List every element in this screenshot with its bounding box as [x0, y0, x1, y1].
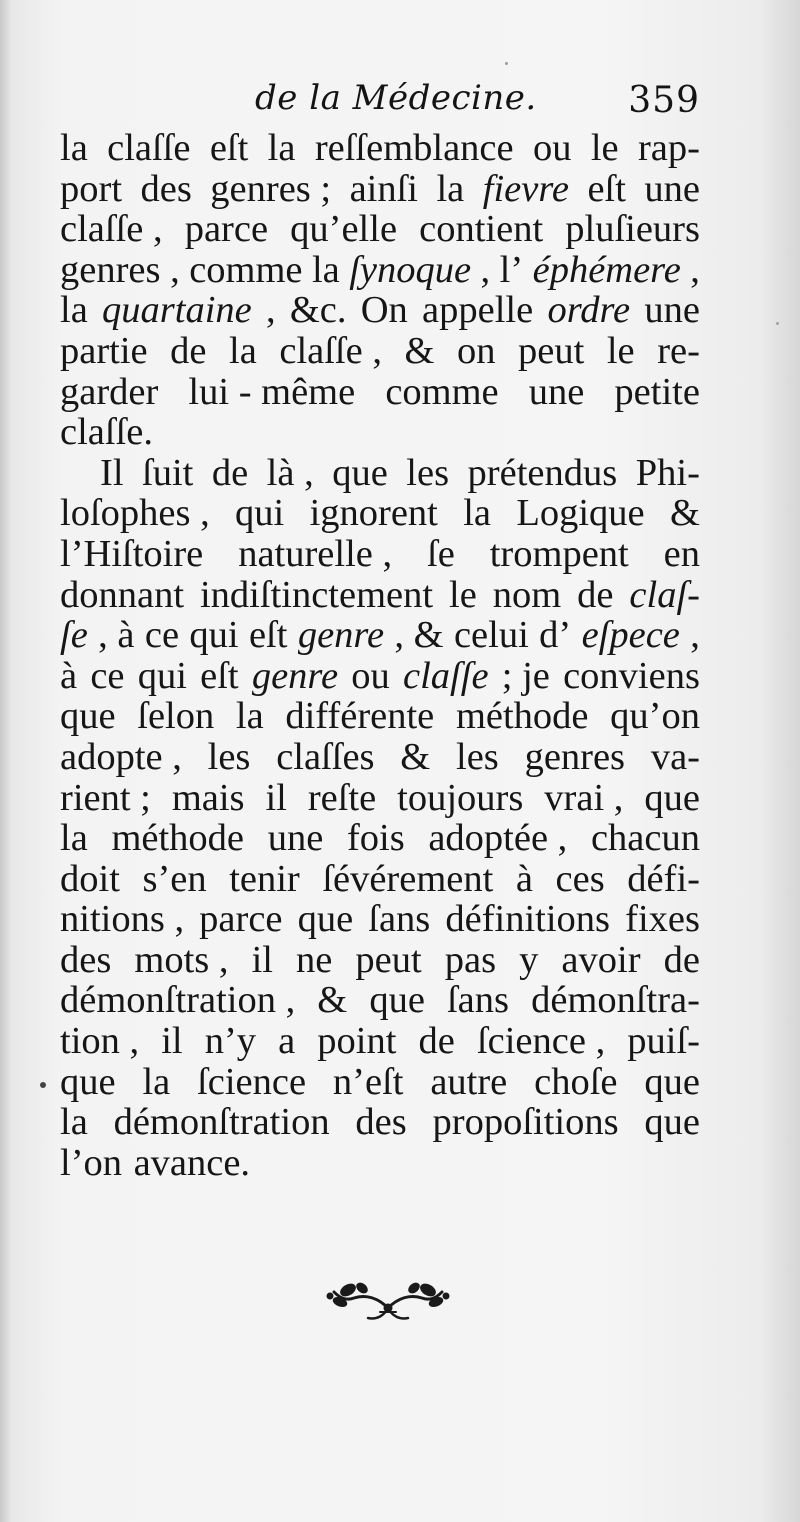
word: qui: [189, 614, 239, 657]
word: de: [211, 451, 249, 494]
word: la: [463, 492, 492, 535]
word: la: [60, 1101, 88, 1144]
word: démonſtration: [113, 1101, 330, 1144]
word: nitions ,: [60, 898, 185, 941]
word: eſt: [587, 167, 626, 210]
word: que: [369, 979, 425, 1022]
word: eſt: [200, 654, 239, 697]
word: les: [406, 451, 450, 494]
word: ſévérement: [322, 857, 494, 900]
word: il: [161, 1020, 183, 1063]
word: n’eſt: [332, 1060, 404, 1103]
word: qu’on: [610, 695, 700, 738]
word: ordre: [547, 289, 631, 332]
word: chacun: [590, 817, 700, 860]
word: en: [663, 532, 700, 575]
word: lui - même: [188, 370, 356, 413]
word: ,: [480, 248, 491, 291]
word: doit: [60, 857, 120, 900]
text-line: [60, 940, 700, 981]
word: le: [590, 127, 619, 169]
word: démonſtration ,: [60, 979, 296, 1022]
text-line: [60, 1021, 700, 1062]
word: la: [142, 1060, 171, 1103]
word: la: [267, 127, 296, 169]
text-line: [60, 818, 700, 859]
word: fievre: [482, 167, 569, 210]
text-line: [60, 899, 700, 940]
word: l’Hiſtoire: [60, 532, 204, 575]
word: une: [644, 289, 700, 332]
word: parce: [199, 898, 283, 941]
word: ,: [690, 614, 700, 657]
word: a: [278, 1020, 296, 1063]
word: donnant: [60, 573, 185, 616]
word: ſe: [427, 532, 455, 575]
word: pas: [444, 938, 497, 981]
word: va-: [650, 735, 700, 778]
word: l’on: [60, 1141, 123, 1184]
body-text: [60, 128, 700, 1183]
word: le: [606, 329, 635, 372]
word: ,: [265, 289, 276, 332]
word: qui: [137, 654, 187, 697]
word: éphémere: [532, 248, 681, 291]
word: que: [332, 451, 388, 494]
word: contient: [419, 208, 544, 251]
word: ainſi: [349, 167, 419, 210]
word: méthode: [111, 817, 245, 860]
word: ; je: [501, 654, 550, 697]
word: vrai ,: [544, 776, 624, 819]
text-line: [60, 859, 700, 900]
word: Il: [100, 451, 124, 494]
word: celui: [453, 614, 529, 657]
word: &: [400, 735, 431, 778]
word: d’: [539, 614, 572, 657]
word: trompent: [489, 532, 629, 575]
text-line: [60, 696, 700, 737]
word: ſuit: [142, 451, 194, 494]
word: la: [60, 127, 88, 169]
text-line: [60, 1062, 700, 1103]
word: claſſes: [276, 735, 375, 778]
text-line: [60, 493, 700, 534]
word: choſe: [534, 1060, 618, 1103]
text-line: [60, 290, 700, 331]
word: on: [457, 329, 496, 372]
word: fixes: [625, 898, 700, 941]
word: la: [235, 695, 264, 738]
word: comme: [189, 248, 303, 291]
word: petite: [614, 370, 700, 413]
word: genres: [524, 735, 626, 778]
word: des: [60, 938, 112, 981]
word: Logique: [516, 492, 645, 535]
word: ou: [532, 127, 572, 169]
word: qui: [235, 492, 285, 535]
word: claſſe: [107, 127, 191, 169]
word: que: [297, 898, 354, 941]
word: partie: [60, 329, 148, 372]
word: claſſe ,: [60, 208, 163, 251]
word: le: [449, 573, 477, 616]
word: genres ;: [210, 167, 332, 210]
word: avance.: [133, 1141, 251, 1184]
word: la: [436, 167, 465, 210]
word: comme: [385, 370, 499, 413]
word: une: [528, 370, 585, 413]
word: une: [644, 167, 700, 210]
word: appelle: [422, 289, 534, 332]
page-number: 359: [628, 80, 700, 121]
ink-speck: [505, 62, 508, 65]
word: point: [317, 1020, 397, 1063]
word: ſynoque: [349, 248, 472, 291]
word: &c.: [289, 289, 347, 332]
word: port: [60, 167, 123, 210]
word: ce: [90, 654, 125, 697]
word: peut: [355, 938, 422, 981]
text-line: [60, 453, 700, 494]
word: nom: [492, 573, 562, 616]
word: que: [60, 695, 116, 738]
word: à: [60, 654, 78, 697]
word: quartaine: [102, 289, 252, 332]
word: , à: [98, 614, 135, 657]
word: genre: [251, 654, 339, 697]
word: défi-: [627, 857, 700, 900]
word: rap-: [637, 127, 700, 169]
running-head: [60, 76, 700, 124]
word: Phi-: [635, 451, 700, 494]
word: claſ-: [629, 573, 700, 616]
text-line: [60, 169, 700, 210]
word: que: [644, 1060, 700, 1103]
word: que: [644, 776, 700, 819]
word: claſſe ,: [279, 329, 382, 372]
text-line: [60, 575, 700, 616]
word: là ,: [266, 451, 314, 494]
word: fois: [346, 817, 405, 860]
word: s’en: [142, 857, 207, 900]
word: l’: [499, 248, 524, 291]
word: peut: [518, 329, 585, 372]
word: y: [519, 938, 539, 981]
word: une: [267, 817, 324, 860]
word: la: [311, 248, 340, 291]
text-line: [60, 656, 700, 697]
ink-speck: [40, 1082, 46, 1088]
text-line: [60, 534, 700, 575]
word: avoir: [561, 938, 641, 981]
word: des: [140, 167, 192, 210]
text-line: [60, 128, 700, 169]
word: de: [170, 329, 207, 372]
word: eſt: [248, 614, 288, 657]
text-line: [60, 737, 700, 778]
word: définitions: [445, 898, 611, 941]
word: genre: [297, 614, 385, 657]
word: de: [577, 573, 614, 616]
word: ou: [351, 654, 390, 697]
word: pluſieurs: [565, 208, 700, 251]
text-line: [60, 412, 700, 453]
word: toujours: [397, 776, 524, 819]
word: mots ,: [134, 938, 229, 981]
word: garder: [60, 370, 159, 413]
word: ces: [555, 857, 605, 900]
text-line: [60, 372, 700, 413]
word: méthode: [455, 695, 589, 738]
text-line: [60, 980, 700, 1021]
word: propoſitions: [432, 1101, 619, 1144]
word: la: [60, 289, 88, 332]
text-line: [60, 331, 700, 372]
word: , &: [394, 614, 444, 657]
word: naturelle ,: [238, 532, 393, 575]
word: ſcience ,: [476, 1020, 606, 1063]
word: reſſemblance: [314, 127, 514, 169]
word: il: [265, 776, 287, 819]
fleuron-ornament: [318, 1268, 458, 1328]
word: adopte ,: [60, 735, 182, 778]
word: ne: [296, 938, 333, 981]
word: ſe: [60, 614, 88, 657]
word: les: [456, 735, 499, 778]
word: eſt: [209, 127, 249, 169]
word: démonſtra-: [531, 979, 700, 1022]
word: eſpece: [581, 614, 680, 657]
text-line: [60, 250, 700, 291]
word: à: [515, 857, 533, 900]
word: genres ,: [60, 248, 180, 291]
word: ſans: [446, 979, 509, 1022]
word: de: [418, 1020, 455, 1063]
word: ſelon: [137, 695, 215, 738]
word: claſſe: [403, 654, 489, 697]
word: &: [317, 979, 348, 1022]
word: &: [669, 492, 700, 535]
word: que: [644, 1101, 700, 1144]
word: ignorent: [309, 492, 438, 535]
word: reſte: [307, 776, 377, 819]
word: ,: [690, 248, 700, 291]
word: parce: [184, 208, 269, 251]
text-line: [60, 1143, 700, 1184]
word: tenir: [229, 857, 300, 900]
word: ſcience: [197, 1060, 307, 1103]
word: ce: [144, 614, 180, 657]
word: différente: [285, 695, 435, 738]
running-title: de la Médecine.: [255, 78, 537, 118]
word: les: [207, 735, 251, 778]
word: puiſ-: [627, 1020, 700, 1063]
word: il: [251, 938, 273, 981]
text-line: [60, 778, 700, 819]
word: re-: [657, 329, 700, 372]
word: qu’elle: [290, 208, 398, 251]
word: n’y: [204, 1020, 257, 1063]
text-line: [60, 209, 700, 250]
word: la: [229, 329, 257, 372]
word: tion ,: [60, 1020, 140, 1063]
word: adoptée ,: [428, 817, 568, 860]
ink-speck: [776, 322, 779, 325]
word: indiſtinctement: [199, 573, 434, 616]
text-line: [60, 615, 700, 656]
word: loſophes ,: [60, 492, 210, 535]
word: de: [663, 938, 700, 981]
word: autre: [430, 1060, 508, 1103]
word: conviens: [563, 654, 700, 697]
word: &: [404, 329, 435, 372]
word: des: [355, 1101, 407, 1144]
word: que: [60, 1060, 116, 1103]
word: mais: [171, 776, 245, 819]
word: rient ;: [60, 776, 151, 819]
word: On: [360, 289, 408, 332]
text-line: [60, 1102, 700, 1143]
word: ſans: [368, 898, 431, 941]
word: prétendus: [467, 451, 618, 494]
word: la: [60, 817, 88, 860]
word: claſſe.: [60, 411, 153, 454]
